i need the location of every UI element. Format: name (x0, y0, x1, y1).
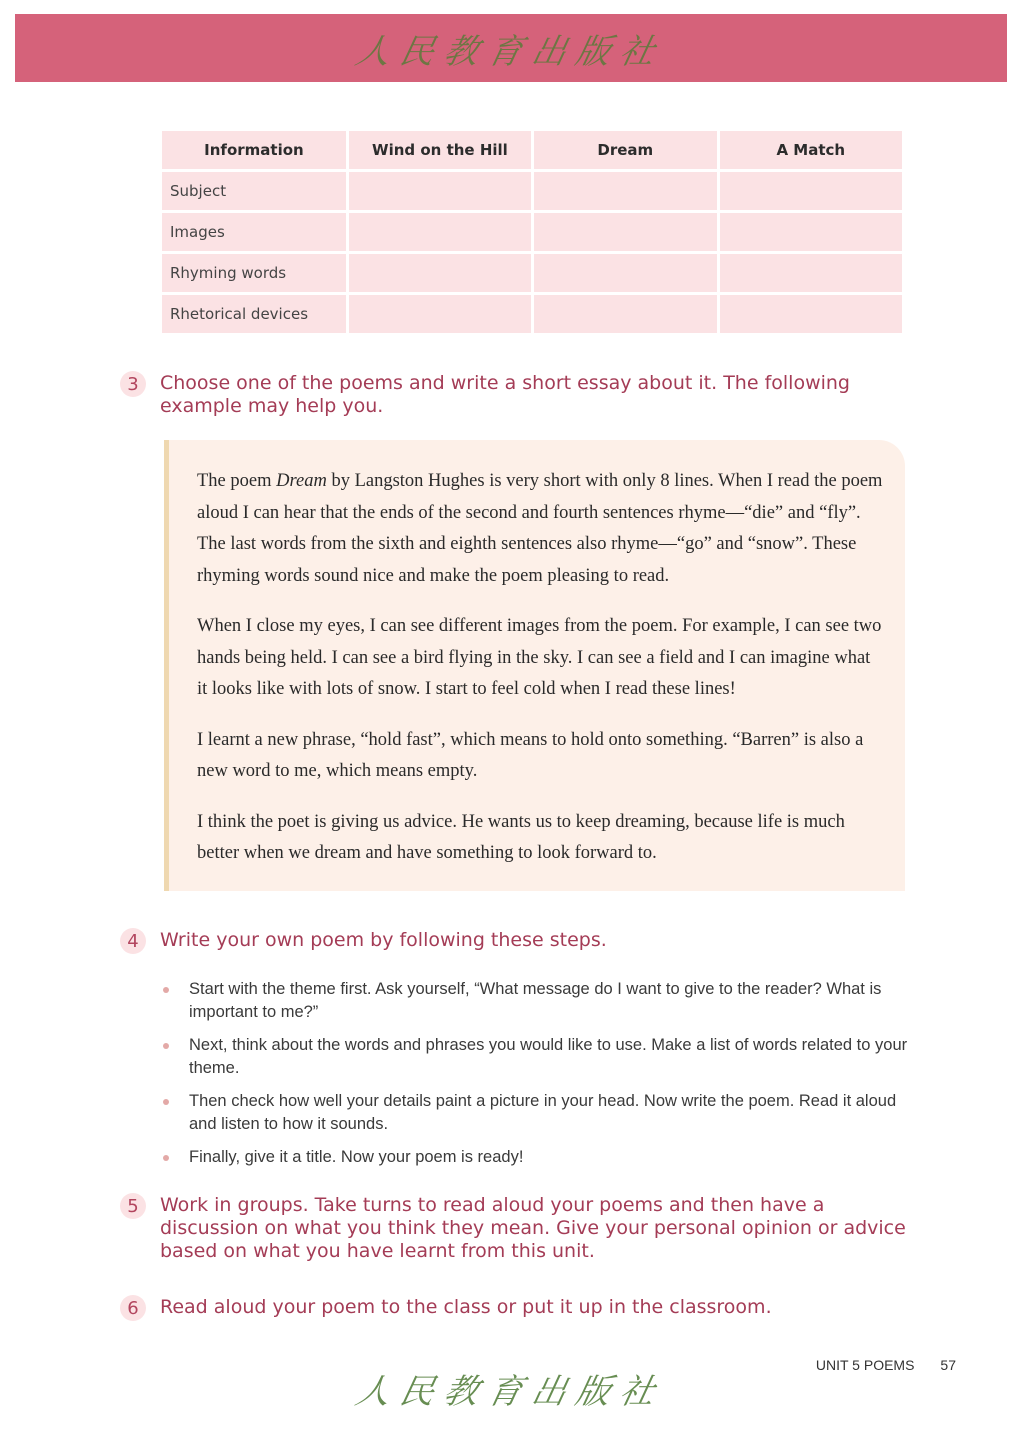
bullet-icon (163, 1155, 169, 1161)
column-header-a-match: A Match (720, 131, 902, 169)
table-cell[interactable] (349, 254, 531, 292)
page-number: 57 (940, 1357, 956, 1373)
poem-title: Dream (276, 471, 327, 491)
bullet-icon (163, 987, 169, 993)
task-instruction: Choose one of the poems and write a short essay about it. The following example may help you. (160, 372, 850, 417)
essay-paragraph: When I close my eyes, I can see different images from the poem. For example, I can see two hands being held. I can see a bird flying in the sky. I can see a field and I can imagine what it looks like with lots of snow. I start to feel cold when I read these lines! (197, 616, 882, 699)
table-row (162, 254, 902, 292)
publisher-logo-footer: 人民教育出版社 (352, 1372, 669, 1412)
table-cell[interactable] (349, 213, 531, 251)
row-label-subject: Subject (162, 172, 346, 210)
bullet-icon (163, 1099, 169, 1105)
essay-paragraph: I think the poet is giving us advice. He wants us to keep dreaming, because life is much better when we dream and have something to look forward to. (197, 811, 845, 863)
publisher-logo: 人民教育出版社 (352, 31, 669, 72)
table-cell[interactable] (349, 295, 531, 333)
poem-info-table (159, 128, 905, 336)
task-4 (120, 929, 920, 954)
column-header-information: Information (162, 131, 346, 169)
list-item: Finally, give it a title. Now your poem is ready! (160, 1146, 910, 1169)
table-cell[interactable] (720, 295, 902, 333)
task-number: 5 (120, 1193, 146, 1219)
task-number: 3 (120, 371, 146, 397)
task-5 (120, 1194, 920, 1263)
column-header-wind-on-the-hill: Wind on the Hill (349, 131, 531, 169)
row-label-images: Images (162, 213, 346, 251)
essay-paragraph: The poem Dream by Langston Hughes is very short with only 8 lines. When I read the poem aloud I can hear that the ends of the second and fourth sentences rhyme—“die” and “fly”. The last words from the sixth and eighth sentences also rhyme—“go” and “snow”. These rhyming words sound nice and make the poem pleasing to read. (197, 471, 883, 586)
table-row (162, 213, 902, 251)
table-cell[interactable] (534, 295, 717, 333)
task-6 (120, 1296, 920, 1321)
bullet-icon (163, 1043, 169, 1049)
header-banner (15, 14, 1007, 82)
table-cell[interactable] (720, 254, 902, 292)
row-label-rhetorical-devices: Rhetorical devices (162, 295, 346, 333)
essay-paragraph: I learnt a new phrase, “hold fast”, which means to hold onto something. “Barren” is also a new word to me, which means empty. (197, 729, 864, 781)
table-row (162, 172, 902, 210)
column-header-dream: Dream (534, 131, 717, 169)
table-row (162, 295, 902, 333)
table-cell[interactable] (720, 172, 902, 210)
table-header-row (162, 131, 902, 169)
row-label-rhyming-words: Rhyming words (162, 254, 346, 292)
example-essay-box (164, 440, 905, 891)
table-cell[interactable] (720, 213, 902, 251)
list-item: Next, think about the words and phrases you would like to use. Make a list of words related to your theme. (160, 1034, 910, 1080)
poem-steps-list (160, 978, 910, 1179)
table-cell[interactable] (349, 172, 531, 210)
list-item: Then check how well your details paint a picture in your head. Now write the poem. Read it aloud and listen to how it sounds. (160, 1090, 910, 1136)
table-cell[interactable] (534, 254, 717, 292)
task-3 (120, 372, 920, 418)
task-instruction: Write your own poem by following these steps. (160, 929, 607, 951)
task-number: 4 (120, 928, 146, 954)
table-cell[interactable] (534, 172, 717, 210)
task-number: 6 (120, 1295, 146, 1321)
unit-label: UNIT 5 POEMS (815, 1357, 915, 1373)
task-instruction: Read aloud your poem to the class or put it up in the classroom. (160, 1296, 772, 1318)
task-instruction: Work in groups. Take turns to read aloud your poems and then have a discussion on what you think they mean. Give your personal opinion or advice based on what you have learnt from this unit. (160, 1194, 906, 1262)
table-cell[interactable] (534, 213, 717, 251)
list-item: Start with the theme first. Ask yourself, “What message do I want to give to the reader? What is important to me?” (160, 978, 910, 1024)
